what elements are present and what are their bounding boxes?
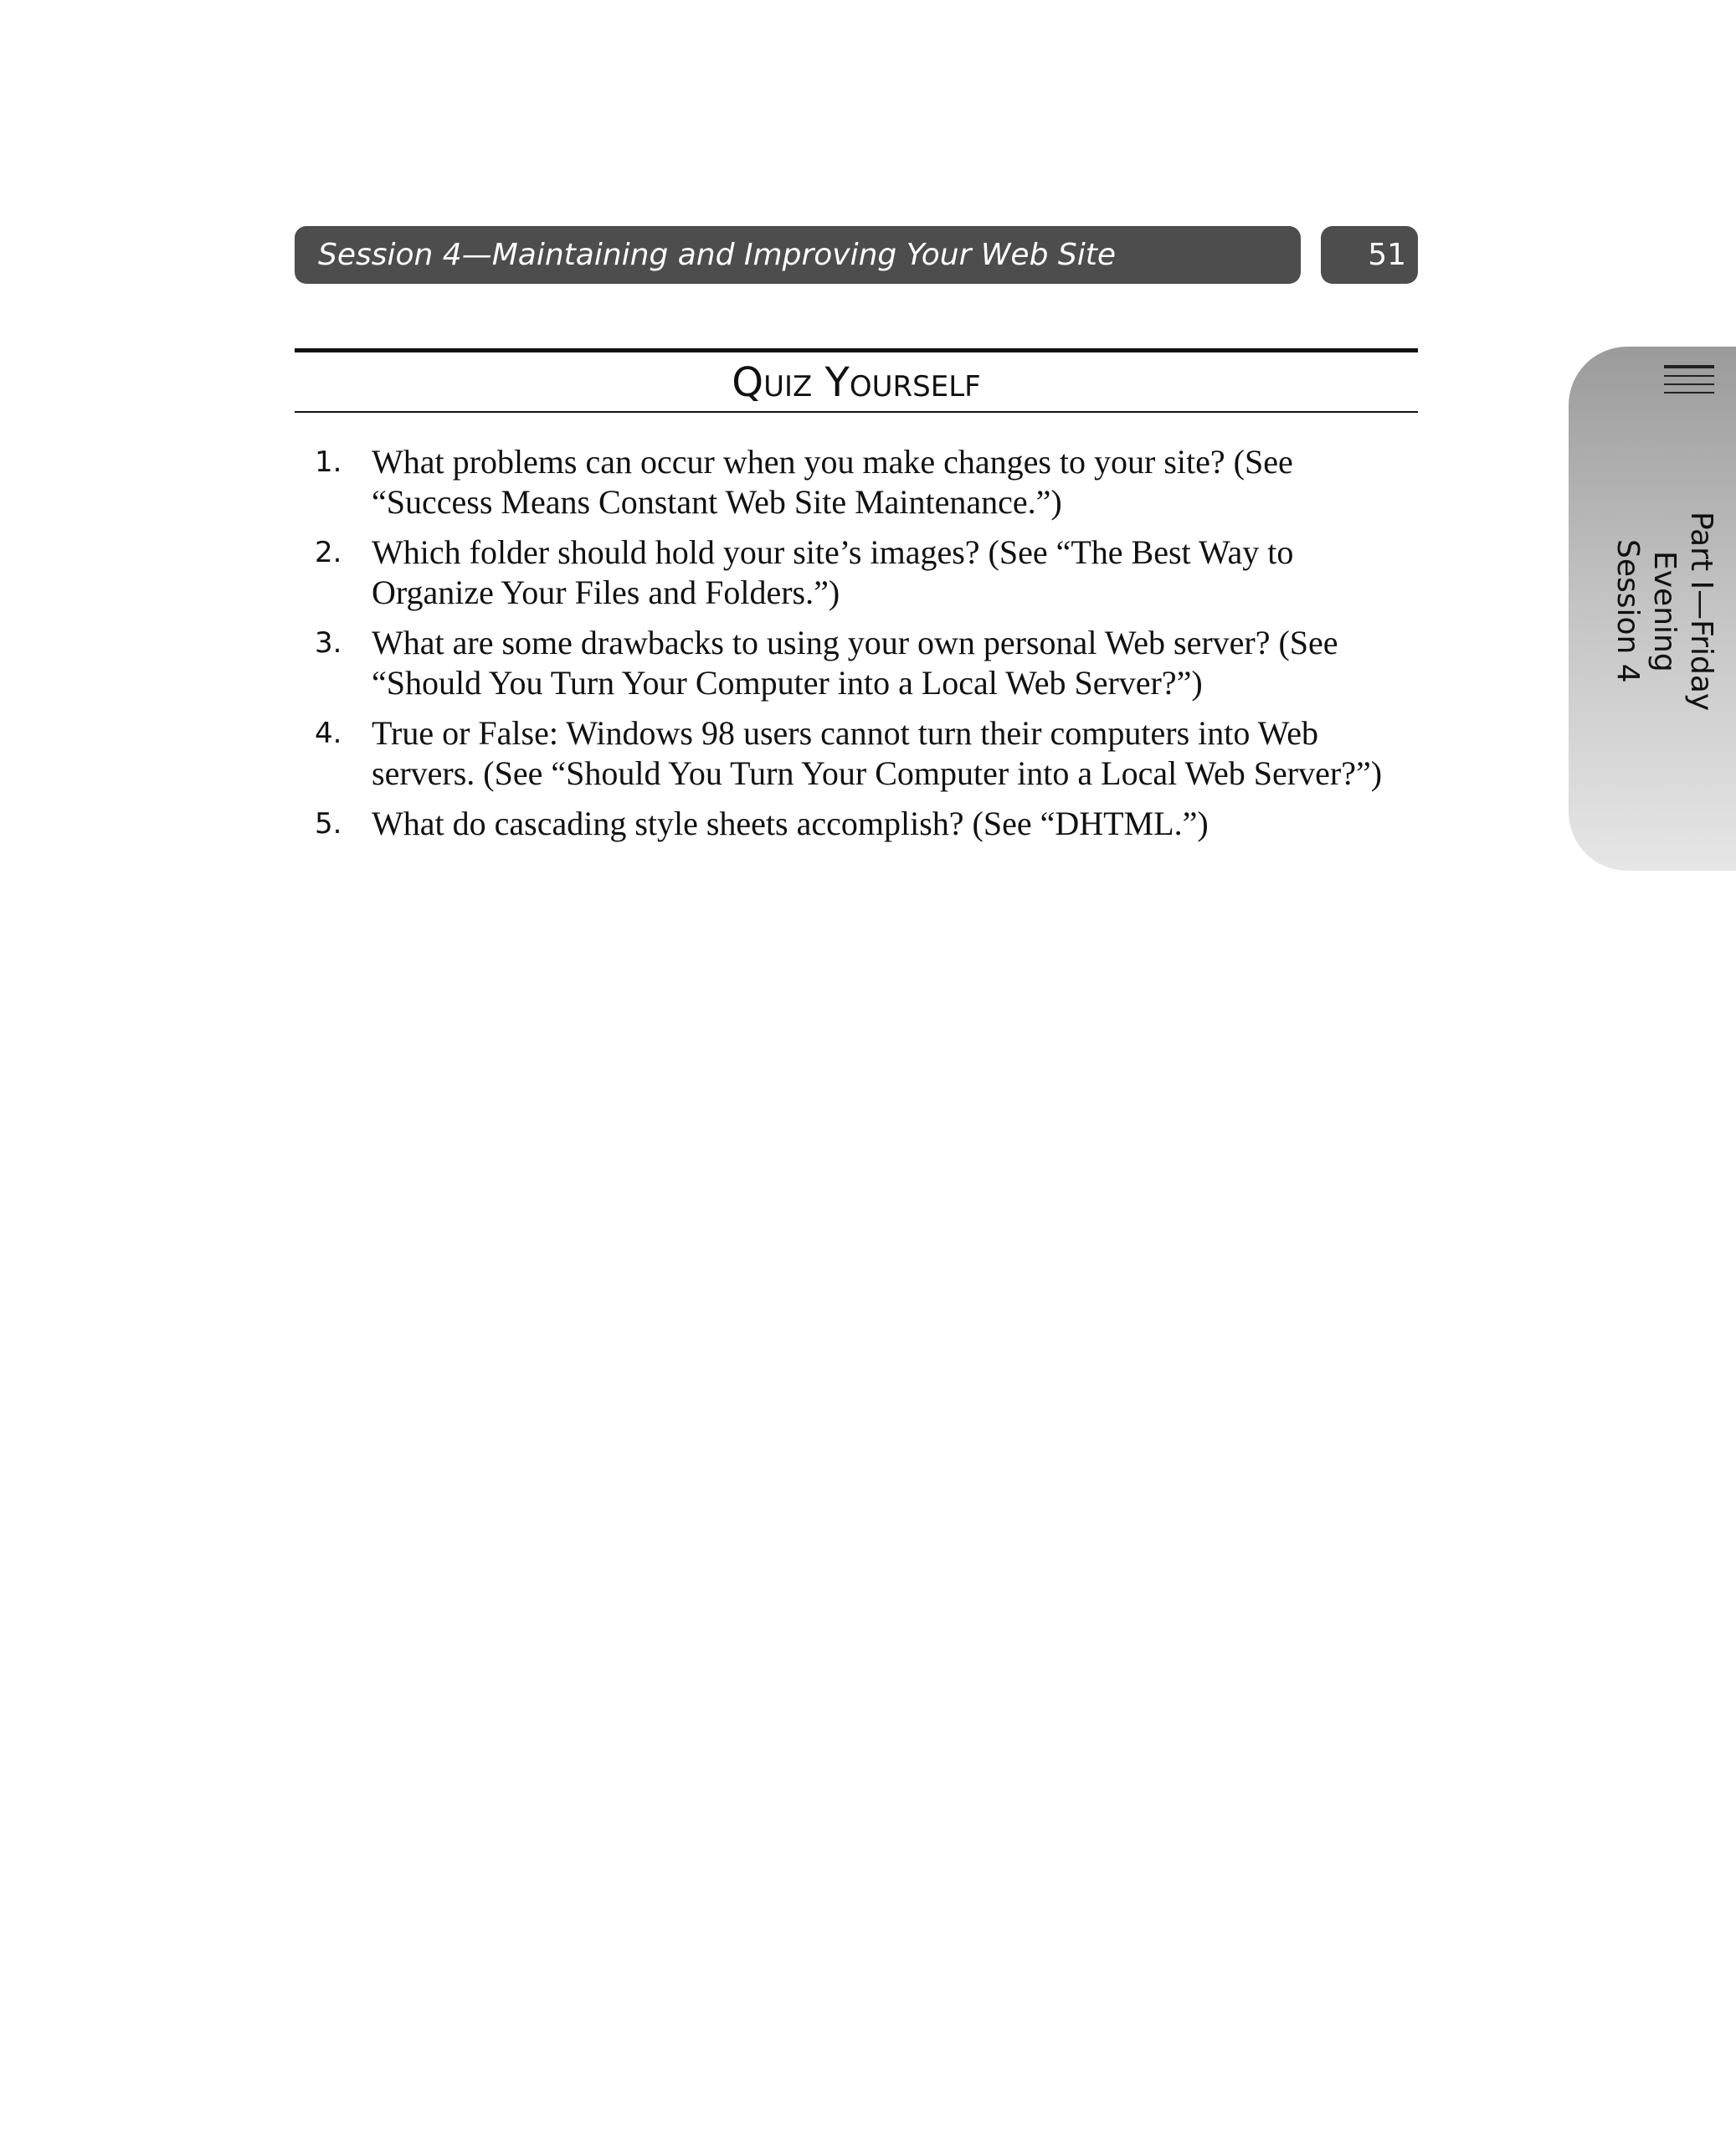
- tab-line: [1664, 383, 1714, 385]
- quiz-item-number: 4.: [315, 717, 342, 750]
- quiz-item-text: What problems can occur when you make changes to your site? (See “Success Means Constant Web Site Maintenance.”): [372, 443, 1293, 521]
- quiz-item-number: 3.: [315, 626, 342, 660]
- running-header-title: Session 4—Maintaining and Improving Your Web Site: [318, 238, 1116, 272]
- tab-line: [1664, 392, 1714, 394]
- side-tab-text: [1569, 452, 1719, 770]
- quiz-item-text: What do cascading style sheets accomplish? (See “DHTML.”): [372, 805, 1209, 842]
- running-header-bar: [295, 226, 1301, 284]
- tab-line: [1664, 365, 1714, 368]
- quiz-item: [315, 623, 1403, 703]
- tab-line: [1664, 375, 1714, 377]
- quiz-item-number: 2.: [315, 536, 342, 569]
- side-tab-part: Part I—Friday Evening: [1647, 511, 1718, 712]
- quiz-item-number: 1.: [315, 445, 342, 479]
- side-tab-session: Session 4: [1610, 539, 1645, 683]
- quiz-item-text: True or False: Windows 98 users cannot turn their computers into Web servers. (See “Should You Turn Your Computer into a Local Web Server?”): [372, 714, 1383, 792]
- quiz-item: [315, 713, 1403, 794]
- page-number-box: [1321, 226, 1418, 284]
- section-rule-top: [295, 348, 1418, 352]
- quiz-item-number: 5.: [315, 807, 342, 841]
- section-rule-bottom: [295, 411, 1418, 413]
- section-title: Quiz Yourself: [732, 359, 981, 406]
- tab-lines-icon: [1664, 365, 1714, 400]
- page-number: 51: [1368, 238, 1406, 272]
- quiz-item: [315, 532, 1403, 613]
- quiz-item: [315, 442, 1403, 522]
- quiz-item-text: Which folder should hold your site’s images? (See “The Best Way to Organize Your Files and Folders.”): [372, 533, 1294, 611]
- quiz-item: [315, 804, 1403, 844]
- quiz-item-text: What are some drawbacks to using your own personal Web server? (See “Should You Turn Your Computer into a Local Web Server?”): [372, 624, 1338, 702]
- quiz-list: [315, 442, 1403, 854]
